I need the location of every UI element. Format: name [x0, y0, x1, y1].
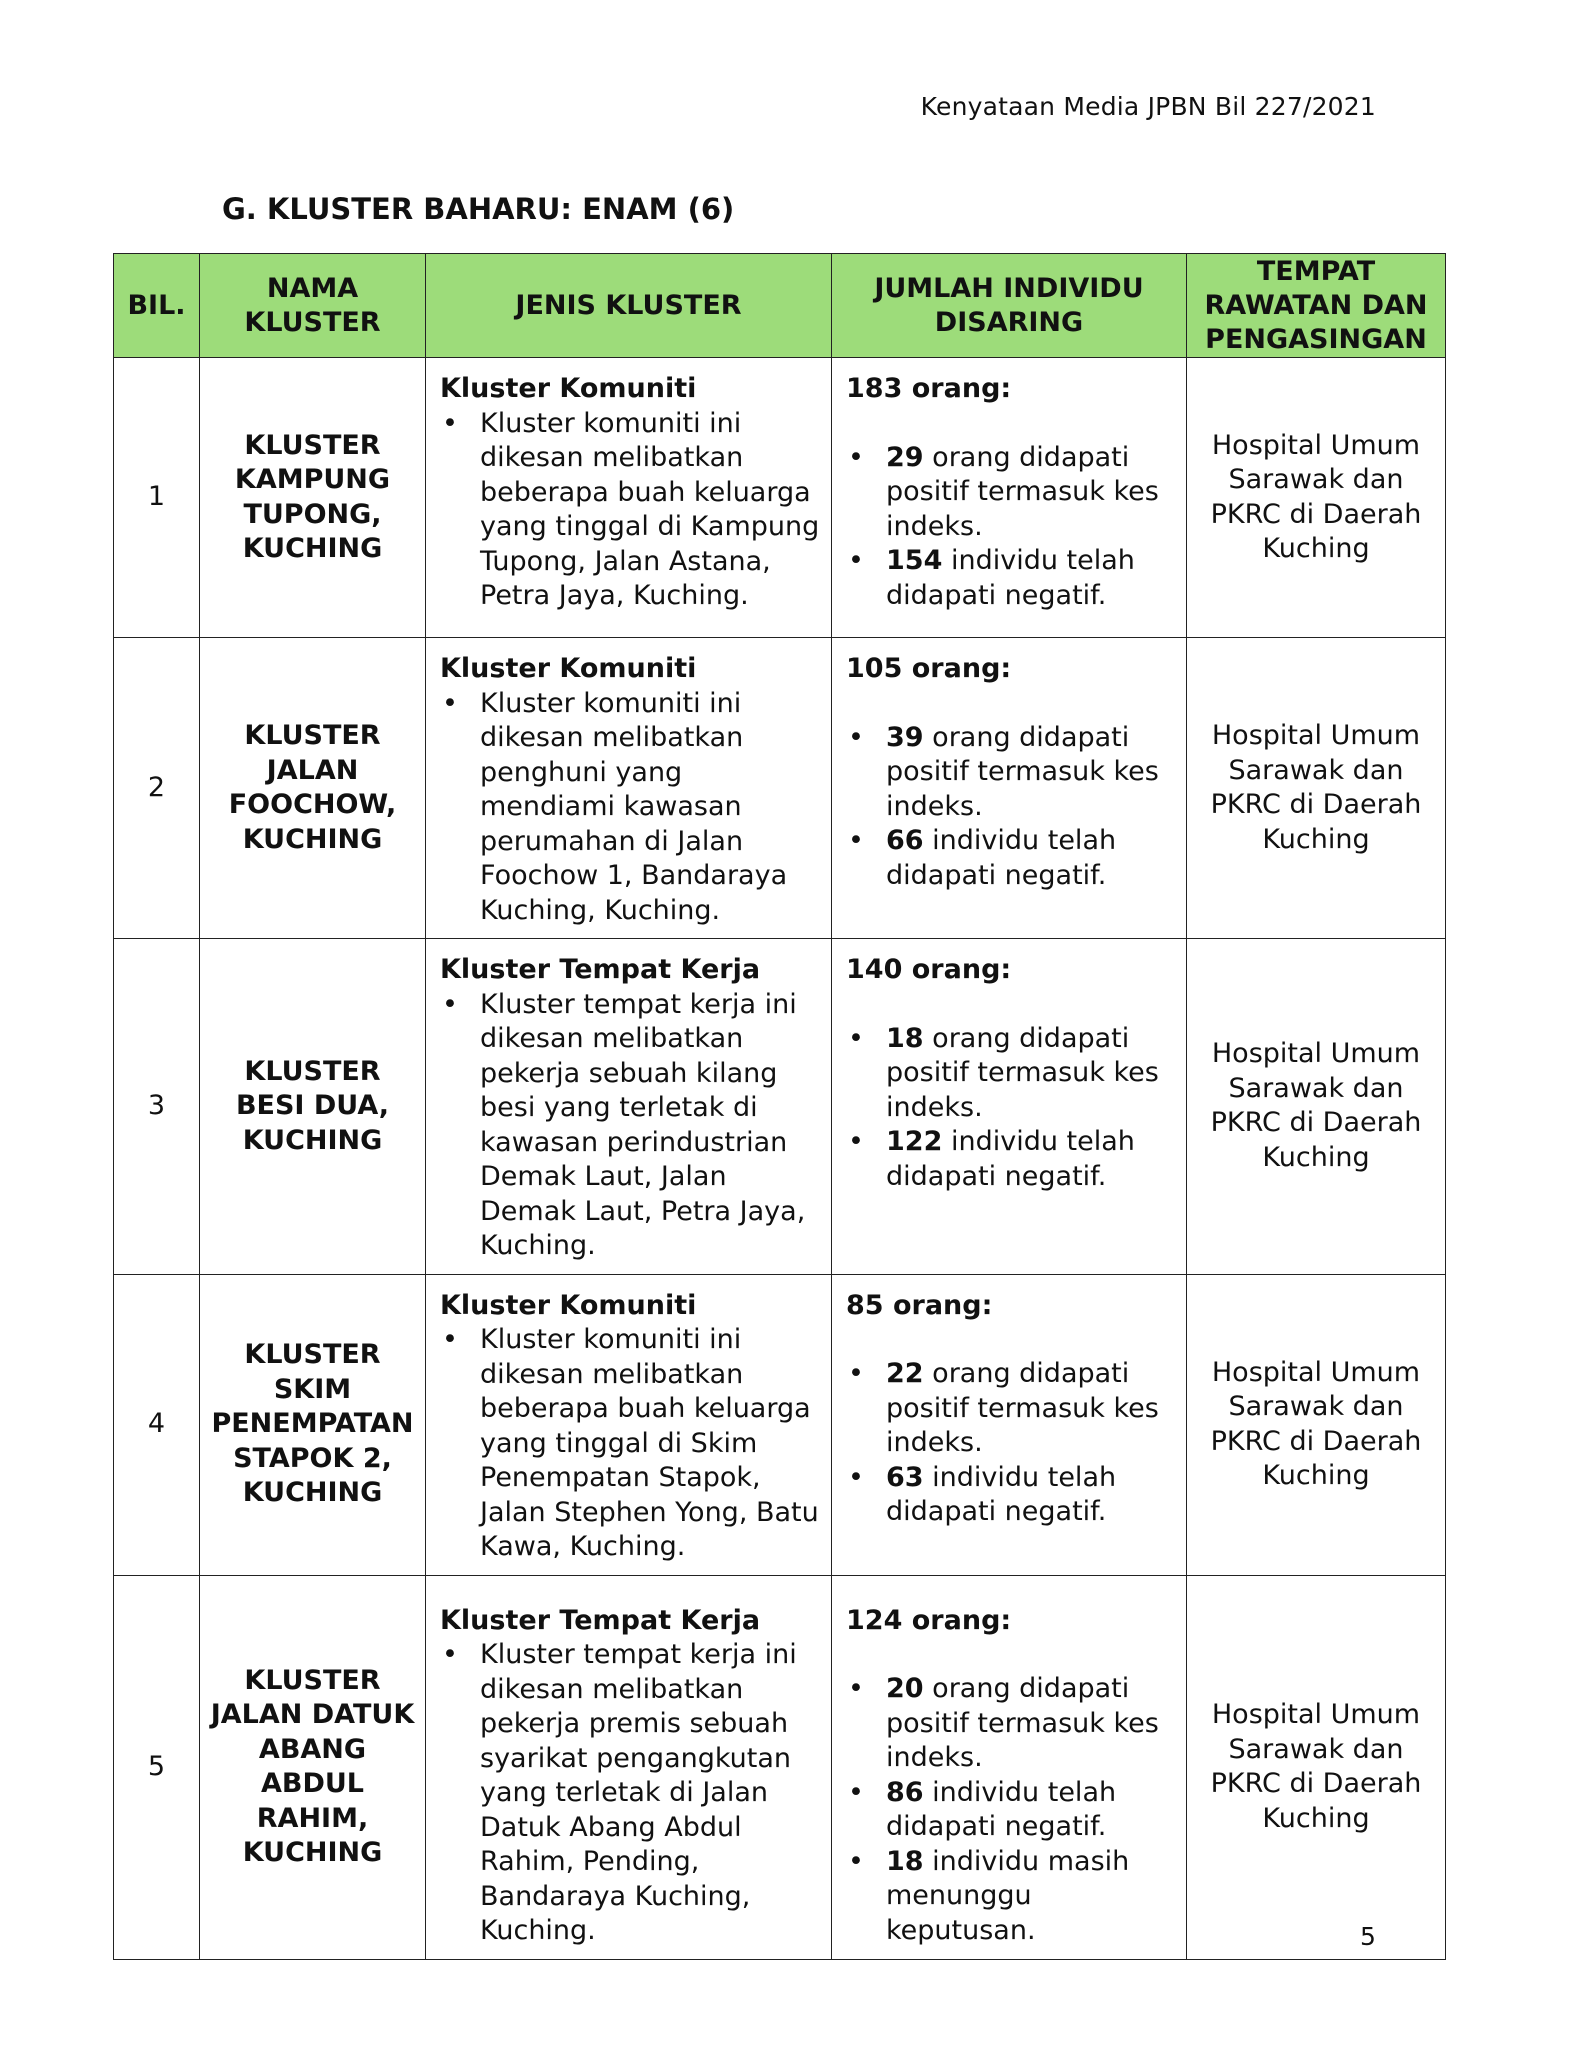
- list-item-positif: [846, 441, 1176, 545]
- list-item-negatif: [846, 824, 1176, 893]
- bullet-icon: •: [848, 1022, 864, 1054]
- cell-jenis-kluster: [426, 638, 832, 939]
- table-header-row: [114, 254, 1446, 358]
- jenis-list: [440, 1323, 821, 1565]
- bullet-icon: •: [442, 1639, 458, 1670]
- bullet-icon: •: [442, 988, 458, 1020]
- table-row: [114, 1575, 1446, 1959]
- list-item: [440, 988, 821, 1264]
- bullet-icon: •: [848, 1126, 864, 1157]
- jenis-title: Kluster Tempat Kerja: [440, 954, 761, 985]
- cell-nama-kluster: KLUSTER KAMPUNG TUPONG, KUCHING: [200, 358, 426, 638]
- jenis-title: Kluster Tempat Kerja: [440, 1604, 761, 1636]
- jenis-list: [440, 687, 821, 929]
- screening-list: [846, 721, 1176, 894]
- negatif-text: individu telah didapati negatif.: [886, 1461, 1117, 1527]
- cell-bil: 1: [114, 358, 200, 638]
- positif-count: 20: [886, 1673, 924, 1704]
- header-jumlah: JUMLAH INDIVIDU DISARING: [832, 254, 1187, 358]
- cell-jumlah-disaring: [832, 358, 1187, 638]
- positif-text: orang didapati positif termasuk kes indeks.: [886, 1022, 1159, 1123]
- bullet-icon: •: [442, 407, 458, 439]
- negatif-count: 66: [886, 825, 924, 856]
- table-row: [114, 358, 1446, 638]
- cell-jenis-kluster: [426, 358, 832, 638]
- negatif-count: 122: [886, 1126, 943, 1157]
- jenis-title: Kluster Komuniti: [440, 1289, 697, 1321]
- list-item: [440, 1638, 821, 1949]
- cell-jumlah-disaring: [832, 1274, 1187, 1575]
- total-screened: 124 orang:: [846, 1604, 1012, 1636]
- positif-text: orang didapati positif termasuk kes indeks.: [886, 721, 1159, 822]
- cell-jenis-kluster: [426, 1575, 832, 1959]
- positif-count: 39: [886, 721, 924, 753]
- screening-list: [846, 1022, 1176, 1195]
- bullet-icon: •: [442, 687, 458, 719]
- cell-tempat-rawatan: Hospital Umum Sarawak dan PKRC di Daerah Kuching: [1187, 638, 1446, 939]
- cell-jumlah-disaring: [832, 1575, 1187, 1959]
- cell-nama-kluster: KLUSTER BESI DUA, KUCHING: [200, 939, 426, 1275]
- list-item-positif: [846, 1357, 1176, 1461]
- total-screened: 183 orang:: [846, 373, 1012, 404]
- header-tempat: TEMPAT RAWATAN DAN PENGASINGAN: [1187, 254, 1446, 358]
- jenis-title: Kluster Komuniti: [440, 373, 697, 404]
- list-item-positif: [846, 1672, 1176, 1776]
- cell-bil: 5: [114, 1575, 200, 1959]
- list-item-positif: [846, 1022, 1176, 1126]
- negatif-count: 154: [886, 545, 943, 576]
- list-item: [440, 407, 821, 614]
- bullet-icon: •: [848, 1673, 864, 1704]
- section-title: G. KLUSTER BAHARU: ENAM (6): [222, 192, 735, 226]
- list-item-positif: [846, 721, 1176, 825]
- cell-bil: 3: [114, 939, 200, 1275]
- jenis-title: Kluster Komuniti: [440, 653, 697, 684]
- cell-tempat-rawatan: Hospital Umum Sarawak dan PKRC di Daerah Kuching: [1187, 1274, 1446, 1575]
- cell-tempat-rawatan: Hospital Umum Sarawak dan PKRC di Daerah Kuching: [1187, 939, 1446, 1275]
- header-nama: NAMA KLUSTER: [200, 254, 426, 358]
- positif-count: 22: [886, 1358, 924, 1389]
- positif-text: orang didapati positif termasuk kes indeks.: [886, 1358, 1159, 1458]
- jenis-list: [440, 407, 821, 614]
- table-row: [114, 1274, 1446, 1575]
- jenis-description: Kluster komuniti ini dikesan melibatkan beberapa buah keluarga yang tinggal di Skim Penempatan Stapok, Jalan Stephen Yong, Batu Kawa, Kuching.: [480, 1324, 819, 1562]
- page-number: 5: [1360, 1922, 1376, 1951]
- cell-tempat-rawatan: Hospital Umum Sarawak dan PKRC di Daerah Kuching: [1187, 1575, 1446, 1959]
- negatif-text: individu telah didapati negatif.: [886, 825, 1117, 891]
- list-item-negatif: [846, 1461, 1176, 1530]
- bullet-icon: •: [848, 441, 864, 473]
- cluster-table: [113, 253, 1446, 1960]
- cell-nama-kluster: KLUSTER JALAN DATUK ABANG ABDUL RAHIM, KUCHING: [200, 1575, 426, 1959]
- bullet-icon: •: [848, 1845, 864, 1877]
- screening-list: [846, 1357, 1176, 1530]
- negatif-count: 63: [886, 1461, 924, 1493]
- list-item-negatif: [846, 1125, 1176, 1194]
- positif-text: orang didapati positif termasuk kes indeks.: [886, 441, 1159, 542]
- bullet-icon: •: [848, 1358, 864, 1389]
- header-bil: BIL.: [114, 254, 200, 358]
- screening-list: [846, 441, 1176, 614]
- bullet-icon: •: [848, 721, 864, 753]
- screening-list: [846, 1672, 1176, 1948]
- cell-bil: 4: [114, 1274, 200, 1575]
- positif-count: 18: [886, 1022, 924, 1054]
- document-reference: Kenyataan Media JPBN Bil 227/2021: [920, 92, 1376, 121]
- list-item-negatif: [846, 1776, 1176, 1845]
- list-item: [440, 1323, 821, 1565]
- total-screened: 85 orang:: [846, 1289, 993, 1321]
- total-screened: 140 orang:: [846, 954, 1012, 985]
- table-row: [114, 638, 1446, 939]
- cell-nama-kluster: KLUSTER JALAN FOOCHOW, KUCHING: [200, 638, 426, 939]
- negatif-text: individu telah didapati negatif.: [886, 1776, 1117, 1842]
- bullet-icon: •: [848, 1461, 864, 1493]
- bullet-icon: •: [442, 1324, 458, 1355]
- cell-nama-kluster: KLUSTER SKIM PENEMPATAN STAPOK 2, KUCHING: [200, 1274, 426, 1575]
- negatif-text: individu telah didapati negatif.: [886, 545, 1135, 611]
- menunggu-count: 18: [886, 1845, 924, 1877]
- jenis-description: Kluster komuniti ini dikesan melibatkan beberapa buah keluarga yang tinggal di Kampung Tupong, Jalan Astana, Petra Jaya, Kuching.: [480, 407, 820, 611]
- total-screened: 105 orang:: [846, 653, 1012, 684]
- header-jenis: JENIS KLUSTER: [426, 254, 832, 358]
- positif-count: 29: [886, 441, 924, 473]
- list-item-negatif: [846, 544, 1176, 613]
- positif-text: orang didapati positif termasuk kes indeks.: [886, 1673, 1159, 1773]
- jenis-list: [440, 1638, 821, 1949]
- jenis-description: Kluster tempat kerja ini dikesan melibatkan pekerja premis sebuah syarikat pengangkutan yang terletak di Jalan Datuk Abang Abdul Rahim, Pending, Bandaraya Kuching, Kuching.: [480, 1639, 797, 1946]
- cell-bil: 2: [114, 638, 200, 939]
- table-row: [114, 939, 1446, 1275]
- cell-jumlah-disaring: [832, 638, 1187, 939]
- negatif-count: 86: [886, 1776, 924, 1808]
- cell-jumlah-disaring: [832, 939, 1187, 1275]
- bullet-icon: •: [848, 545, 864, 576]
- list-item-menunggu: [846, 1845, 1176, 1949]
- negatif-text: individu telah didapati negatif.: [886, 1126, 1135, 1192]
- list-item: [440, 687, 821, 929]
- bullet-icon: •: [848, 825, 864, 856]
- jenis-description: Kluster tempat kerja ini dikesan melibatkan pekerja sebuah kilang besi yang terletak di kawasan perindustrian Demak Laut, Jalan Demak Laut, Petra Jaya, Kuching.: [480, 988, 806, 1261]
- cell-tempat-rawatan: Hospital Umum Sarawak dan PKRC di Daerah Kuching: [1187, 358, 1446, 638]
- cell-jenis-kluster: [426, 1274, 832, 1575]
- cell-jenis-kluster: [426, 939, 832, 1275]
- jenis-list: [440, 988, 821, 1264]
- bullet-icon: •: [848, 1776, 864, 1808]
- menunggu-text: individu masih menunggu keputusan.: [886, 1845, 1130, 1946]
- jenis-description: Kluster komuniti ini dikesan melibatkan penghuni yang mendiami kawasan perumahan di Jalan Foochow 1, Bandaraya Kuching, Kuching.: [480, 687, 788, 926]
